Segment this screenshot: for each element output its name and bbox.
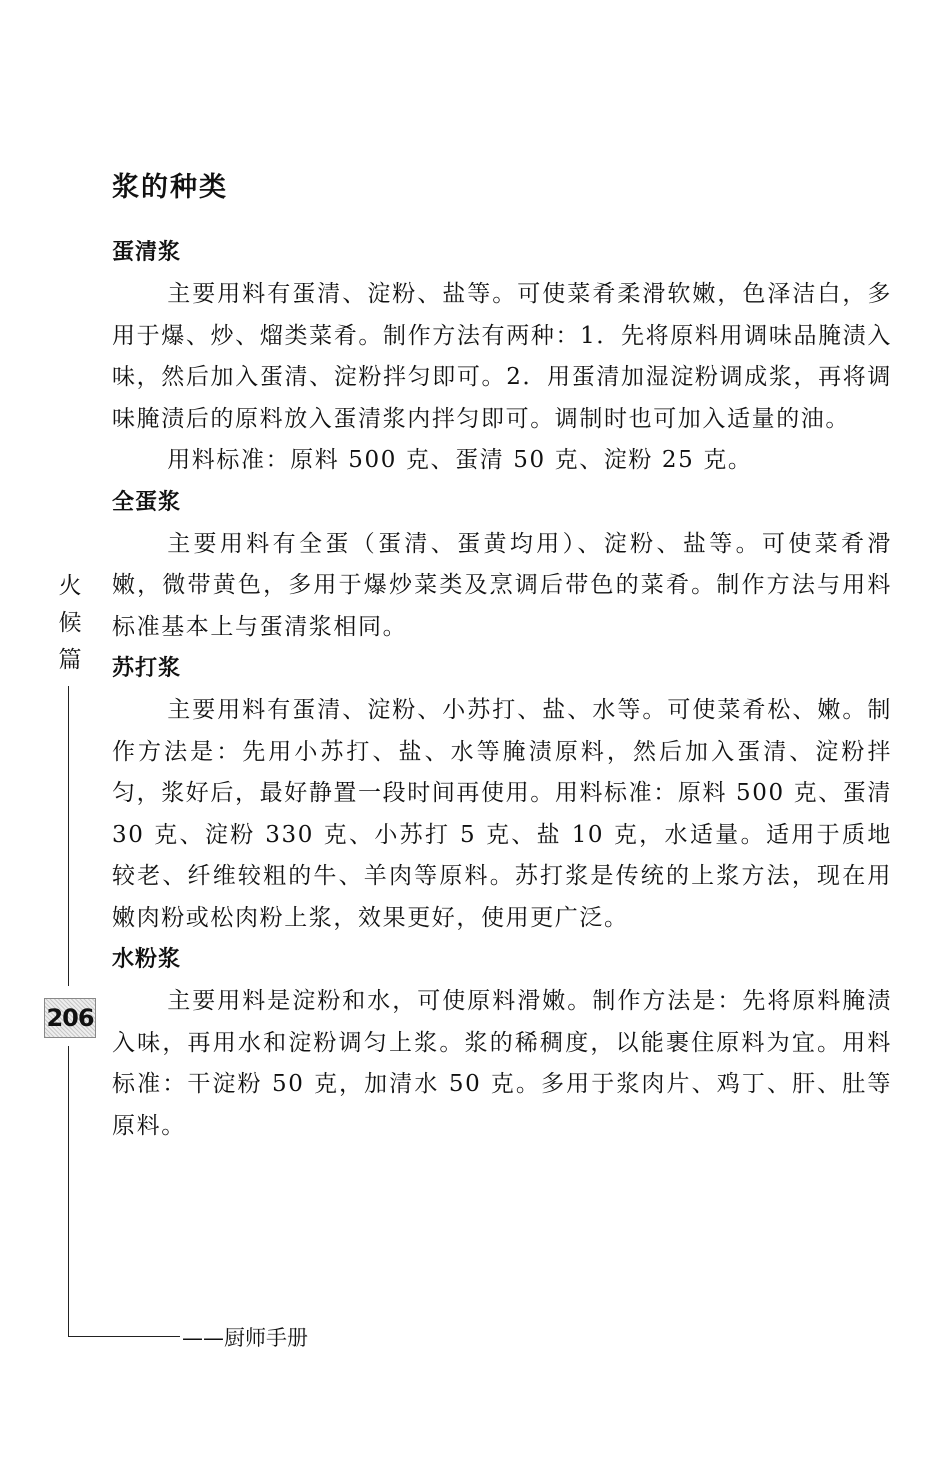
paragraph-egg-white-method: 主要用料有蛋清、淀粉、盐等。可使菜肴柔滑软嫩，色泽洁白，多用于爆、炒、熘类菜肴。制作方法有两种：1．先将原料用调味品腌渍入味，然后加入蛋清、淀粉拌匀即可。2．用蛋清加湿淀粉调成浆，再将调味腌渍后的原料放入蛋清浆内拌匀即可。调制时也可加入适量的油。 <box>112 281 892 432</box>
side-section-title <box>50 568 90 679</box>
side-title-char-1: 火 <box>58 573 82 599</box>
paragraph-soda: 主要用料有蛋清、淀粉、小苏打、盐、水等。可使菜肴松、嫩。制作方法是：先用小苏打、盐、水等腌渍原料，然后加入蛋清、淀粉拌匀，浆好后，最好静置一段时间再使用。用料标准：原料 500 克、蛋清 30 克、淀粉 330 克、小苏打 5 克、盐 10 克，水适量。适用于质地较老、纤维较粗的牛、羊肉等原料。苏打浆是传统的上浆方法，现在用嫩肉粉或松肉粉上浆，效果更好，使用更广泛。 <box>112 697 892 931</box>
page-heading: 浆的种类 <box>112 172 228 203</box>
section-heading-soda-batter: 苏打浆 <box>112 656 182 681</box>
margin-rule-upper <box>68 686 69 986</box>
footer-book-title: ——厨师手册 <box>182 1326 308 1350</box>
margin-rule-lower <box>68 1046 69 1336</box>
paragraph-starch-water: 主要用料是淀粉和水，可使原料滑嫩。制作方法是：先将原料腌渍入味，再用水和淀粉调匀上浆。浆的稀稠度，以能裹住原料为宜。用料标准：干淀粉 50 克，加清水 50 克。多用于浆肉片、鸡丁、肝、肚等原料。 <box>112 988 892 1139</box>
section-heading-whole-egg-batter: 全蛋浆 <box>112 489 182 515</box>
paragraph-egg-white-standard: 用料标准：原料 500 克、蛋清 50 克、淀粉 25 克。 <box>167 447 753 473</box>
side-title-char-2: 候 <box>58 610 82 636</box>
section-heading-starch-water-batter: 水粉浆 <box>112 947 182 972</box>
section-heading-egg-white-batter: 蛋清浆 <box>112 240 182 265</box>
side-title-char-3: 篇 <box>58 647 82 673</box>
article-body <box>112 168 892 1147</box>
page-number: 206 <box>44 998 96 1038</box>
paragraph-whole-egg: 主要用料有全蛋（蛋清、蛋黄均用）、淀粉、盐等。可使菜肴滑嫩，微带黄色，多用于爆炒菜类及烹调后带色的菜肴。制作方法与用料标准基本上与蛋清浆相同。 <box>112 530 892 640</box>
footer-rule <box>68 1336 180 1337</box>
